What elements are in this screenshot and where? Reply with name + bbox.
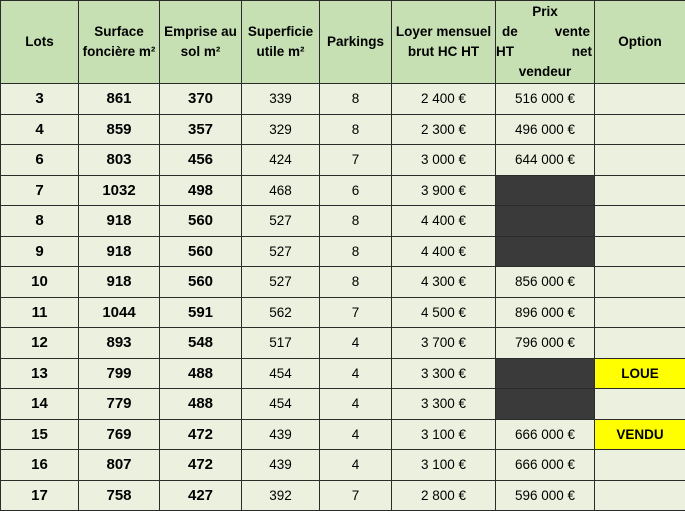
header-prix-ht: HT (496, 42, 514, 62)
header-surface-line1: Surface (94, 24, 144, 39)
header-prix-vente: vente (555, 22, 590, 42)
cell-surface: 758 (79, 480, 160, 511)
cell-prix (496, 175, 595, 206)
cell-loyer: 3 700 € (392, 328, 496, 359)
header-parkings: Parkings (320, 1, 392, 84)
cell-lot: 3 (1, 84, 79, 115)
cell-lot: 17 (1, 480, 79, 511)
cell-emprise: 488 (160, 358, 242, 389)
cell-parkings: 4 (320, 450, 392, 481)
cell-loyer: 4 400 € (392, 206, 496, 237)
cell-surface: 807 (79, 450, 160, 481)
cell-loyer: 3 900 € (392, 175, 496, 206)
cell-parkings: 8 (320, 84, 392, 115)
cell-superficie: 392 (242, 480, 320, 511)
cell-parkings: 7 (320, 145, 392, 176)
cell-emprise: 548 (160, 328, 242, 359)
cell-superficie: 439 (242, 450, 320, 481)
cell-surface: 918 (79, 267, 160, 298)
cell-prix (496, 358, 595, 389)
table-row (1, 450, 685, 481)
cell-loyer: 2 800 € (392, 480, 496, 511)
header-prix-line2 (496, 22, 594, 42)
cell-prix: 666 000 € (496, 419, 595, 450)
header-lots: Lots (1, 1, 79, 84)
cell-loyer: 2 400 € (392, 84, 496, 115)
cell-loyer: 2 300 € (392, 114, 496, 145)
cell-emprise: 560 (160, 206, 242, 237)
header-loyer-line1: Loyer mensuel (396, 24, 491, 39)
cell-lot: 16 (1, 450, 79, 481)
cell-prix (496, 236, 595, 267)
cell-parkings: 7 (320, 480, 392, 511)
cell-surface: 861 (79, 84, 160, 115)
cell-superficie: 454 (242, 358, 320, 389)
header-prix-line4: vendeur (496, 62, 594, 82)
cell-surface: 803 (79, 145, 160, 176)
cell-superficie: 517 (242, 328, 320, 359)
cell-surface: 769 (79, 419, 160, 450)
cell-parkings: 8 (320, 114, 392, 145)
cell-lot: 9 (1, 236, 79, 267)
cell-prix (496, 389, 595, 420)
cell-lot: 15 (1, 419, 79, 450)
cell-prix: 856 000 € (496, 267, 595, 298)
cell-parkings: 7 (320, 297, 392, 328)
cell-loyer: 3 300 € (392, 358, 496, 389)
cell-prix (496, 206, 595, 237)
cell-option (595, 480, 685, 511)
table-row (1, 389, 685, 420)
cell-parkings: 6 (320, 175, 392, 206)
header-row (1, 1, 685, 84)
cell-loyer: 4 300 € (392, 267, 496, 298)
header-surface (79, 1, 160, 84)
cell-superficie: 424 (242, 145, 320, 176)
cell-loyer: 3 000 € (392, 145, 496, 176)
cell-prix: 596 000 € (496, 480, 595, 511)
header-superficie-line1: Superficie (248, 24, 313, 39)
cell-lot: 11 (1, 297, 79, 328)
cell-loyer: 3 100 € (392, 419, 496, 450)
table-row (1, 206, 685, 237)
cell-lot: 13 (1, 358, 79, 389)
cell-lot: 8 (1, 206, 79, 237)
cell-parkings: 8 (320, 236, 392, 267)
cell-lot: 4 (1, 114, 79, 145)
cell-option (595, 450, 685, 481)
table-row (1, 236, 685, 267)
cell-superficie: 339 (242, 84, 320, 115)
cell-surface: 918 (79, 206, 160, 237)
table-row (1, 419, 685, 450)
cell-superficie: 329 (242, 114, 320, 145)
table-row (1, 84, 685, 115)
cell-option (595, 145, 685, 176)
header-option: Option (595, 1, 685, 84)
table-row (1, 358, 685, 389)
table-row (1, 480, 685, 511)
cell-surface: 893 (79, 328, 160, 359)
header-loyer (392, 1, 496, 84)
cell-prix: 644 000 € (496, 145, 595, 176)
cell-surface: 799 (79, 358, 160, 389)
cell-option (595, 267, 685, 298)
cell-surface: 1032 (79, 175, 160, 206)
cell-prix: 666 000 € (496, 450, 595, 481)
cell-surface: 859 (79, 114, 160, 145)
header-prix-line1: Prix (496, 2, 594, 22)
cell-surface: 1044 (79, 297, 160, 328)
cell-emprise: 498 (160, 175, 242, 206)
cell-superficie: 439 (242, 419, 320, 450)
cell-parkings: 8 (320, 267, 392, 298)
table-row (1, 297, 685, 328)
cell-superficie: 468 (242, 175, 320, 206)
cell-option (595, 206, 685, 237)
cell-loyer: 4 500 € (392, 297, 496, 328)
header-prix-line3 (496, 42, 594, 62)
cell-option: VENDU (595, 419, 685, 450)
cell-lot: 7 (1, 175, 79, 206)
table-row (1, 175, 685, 206)
header-emprise-line2: sol m² (181, 44, 221, 59)
cell-parkings: 4 (320, 419, 392, 450)
table-row (1, 114, 685, 145)
header-prix-net: net (572, 42, 592, 62)
cell-lot: 14 (1, 389, 79, 420)
table-row (1, 267, 685, 298)
cell-emprise: 456 (160, 145, 242, 176)
cell-prix: 496 000 € (496, 114, 595, 145)
header-emprise (160, 1, 242, 84)
cell-option (595, 84, 685, 115)
cell-superficie: 527 (242, 236, 320, 267)
cell-option (595, 175, 685, 206)
cell-parkings: 4 (320, 389, 392, 420)
cell-surface: 918 (79, 236, 160, 267)
cell-emprise: 591 (160, 297, 242, 328)
cell-superficie: 527 (242, 267, 320, 298)
cell-lot: 12 (1, 328, 79, 359)
cell-parkings: 4 (320, 328, 392, 359)
cell-option (595, 297, 685, 328)
cell-loyer: 3 100 € (392, 450, 496, 481)
header-loyer-line2: brut HC HT (408, 44, 479, 59)
cell-emprise: 472 (160, 450, 242, 481)
cell-option (595, 114, 685, 145)
cell-option (595, 236, 685, 267)
cell-prix: 516 000 € (496, 84, 595, 115)
cell-option: LOUE (595, 358, 685, 389)
table-body (1, 84, 685, 511)
cell-prix: 796 000 € (496, 328, 595, 359)
cell-emprise: 560 (160, 267, 242, 298)
cell-parkings: 4 (320, 358, 392, 389)
cell-emprise: 560 (160, 236, 242, 267)
cell-superficie: 562 (242, 297, 320, 328)
cell-lot: 10 (1, 267, 79, 298)
header-surface-line2: foncière m² (83, 44, 156, 59)
cell-lot: 6 (1, 145, 79, 176)
cell-surface: 779 (79, 389, 160, 420)
cell-emprise: 427 (160, 480, 242, 511)
cell-emprise: 488 (160, 389, 242, 420)
header-prix (496, 1, 595, 84)
header-emprise-line1: Emprise au (164, 24, 237, 39)
cell-prix: 896 000 € (496, 297, 595, 328)
table-row (1, 328, 685, 359)
cell-option (595, 389, 685, 420)
header-superficie-line2: utile m² (256, 44, 304, 59)
cell-parkings: 8 (320, 206, 392, 237)
cell-option (595, 328, 685, 359)
header-superficie (242, 1, 320, 84)
cell-emprise: 370 (160, 84, 242, 115)
cell-superficie: 527 (242, 206, 320, 237)
cell-loyer: 3 300 € (392, 389, 496, 420)
cell-loyer: 4 400 € (392, 236, 496, 267)
header-prix-de: de (502, 22, 518, 42)
cell-emprise: 472 (160, 419, 242, 450)
cell-emprise: 357 (160, 114, 242, 145)
table-row (1, 145, 685, 176)
cell-superficie: 454 (242, 389, 320, 420)
